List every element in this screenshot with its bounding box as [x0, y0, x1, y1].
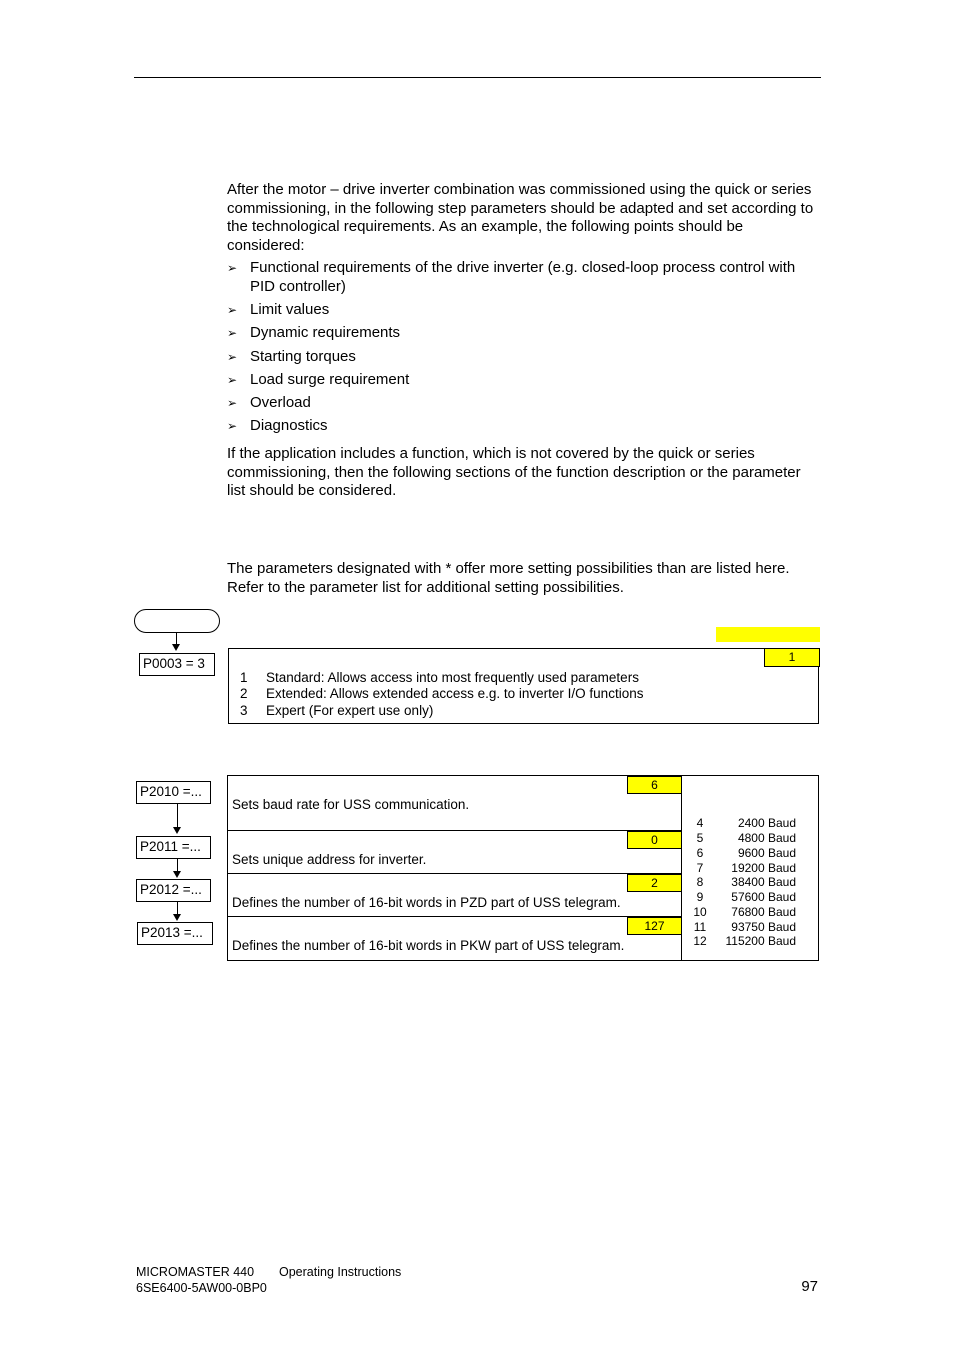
param-description: Sets unique address for inverter.: [232, 852, 427, 867]
baud-rate: 19200 Baud: [731, 861, 796, 875]
followup-paragraph: If the application includes a function, which is not covered by the quick or series commissioning, then the following sections of the function description or the parameter list should be considered.: [227, 445, 801, 499]
baud-num: 4: [696, 816, 704, 830]
param-box-p0003: P0003 = 3: [139, 653, 215, 676]
baud-rate: 2400 Baud: [737, 816, 796, 830]
flow-connector: [177, 902, 178, 914]
arrow-down-icon: [173, 914, 181, 921]
arrow-bullet-icon: ➢: [227, 396, 238, 410]
baud-rate: 4800 Baud: [737, 831, 796, 845]
option-text: Expert (For expert use only): [266, 703, 434, 718]
baud-num: 12: [693, 934, 707, 948]
baud-rate: 38400 Baud: [731, 875, 796, 889]
option-num: 2: [240, 686, 248, 701]
default-value-p2013: 127: [627, 917, 682, 935]
arrow-bullet-icon: ➢: [227, 373, 238, 387]
arrow-down-icon: [173, 827, 181, 834]
baud-rate: 76800 Baud: [731, 905, 796, 919]
baud-num: 7: [696, 861, 704, 875]
flow-connector: [177, 804, 178, 827]
footer-product: MICROMASTER 440: [136, 1265, 255, 1279]
baud-rate: 9600 Baud: [737, 846, 796, 860]
baud-num: 10: [693, 905, 707, 919]
row-divider: [227, 916, 682, 917]
param-description: Sets baud rate for USS communication.: [232, 797, 470, 812]
highlight-bar: [716, 627, 820, 642]
arrow-bullet-icon: ➢: [227, 303, 238, 317]
param-description: Defines the number of 16-bit words in PZD part of USS telegram.: [232, 895, 621, 910]
arrow-bullet-icon: ➢: [227, 261, 238, 275]
option-text: Extended: Allows extended access e.g. to inverter I/O functions: [266, 686, 644, 701]
footer-doc-type: Operating Instructions: [279, 1265, 402, 1279]
row-divider: [227, 873, 682, 874]
row-divider: [227, 830, 682, 831]
footer-order-number: 6SE6400-5AW00-0BP0: [136, 1281, 267, 1295]
baud-rate: 93750 Baud: [731, 920, 796, 934]
arrow-down-icon: [173, 871, 181, 878]
param-box-p2013: P2013 =...: [137, 922, 213, 945]
default-value-p2010: 6: [627, 776, 682, 794]
option-text: Standard: Allows access into most frequently used parameters: [266, 670, 639, 685]
param-box-p2012: P2012 =...: [136, 879, 211, 902]
param-box-p2010: P2010 =...: [136, 781, 211, 804]
default-value-p2012: 2: [627, 874, 682, 892]
param-description: Defines the number of 16-bit words in PKW part of USS telegram.: [232, 938, 625, 953]
baud-rate: 57600 Baud: [731, 890, 796, 904]
baud-num: 8: [696, 875, 704, 889]
header-rule: [134, 77, 821, 78]
flow-connector: [176, 633, 177, 644]
default-value-p2011: 0: [627, 831, 682, 849]
note-paragraph: The parameters designated with * offer more setting possibilities than are listed here. Refer to the parameter list for additional setting possibilities.: [227, 560, 790, 596]
option-num: 3: [240, 703, 248, 718]
arrow-bullet-icon: ➢: [227, 326, 238, 340]
arrow-down-icon: [172, 644, 180, 651]
baud-num: 6: [696, 846, 704, 860]
arrow-bullet-icon: ➢: [227, 350, 238, 364]
baud-num: 5: [696, 831, 704, 845]
baud-num: 9: [696, 890, 704, 904]
intro-paragraph: After the motor – drive inverter combination was commissioned using the quick or series commissioning, in the following step parameters should be adapted and set according to the technological requirements. As an example, the following points should be considered:: [227, 181, 814, 254]
page-number: 97: [801, 1278, 818, 1295]
option-num: 1: [240, 670, 248, 685]
arrow-bullet-icon: ➢: [227, 419, 238, 433]
baud-rate: 115200 Baud: [725, 934, 796, 948]
default-value-p0003: 1: [764, 648, 820, 667]
flow-connector: [177, 859, 178, 871]
baud-num: 11: [693, 920, 707, 934]
flow-start-terminator: [134, 609, 220, 633]
param-box-p2011: P2011 =...: [136, 836, 211, 859]
